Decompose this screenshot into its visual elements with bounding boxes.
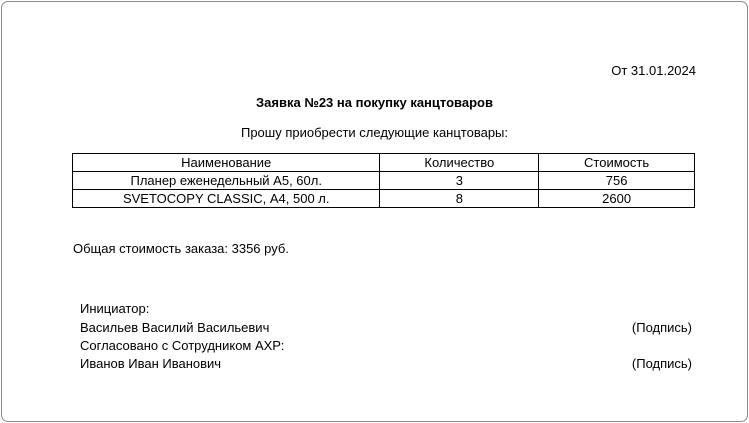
column-header-quantity: Количество (380, 154, 539, 172)
table-header-row (73, 154, 695, 172)
approver-signature: (Подпись) (631, 356, 692, 371)
item-quantity-cell: 8 (380, 190, 539, 208)
item-cost-cell: 756 (539, 172, 695, 190)
approver-name: Иванов Иван Иванович (80, 356, 222, 371)
request-intro: Прошу приобрести следующие канцтовары: (240, 125, 509, 140)
item-quantity-cell: 3 (380, 172, 539, 190)
document-title: Заявка №23 на покупку канцтоваров (256, 95, 493, 110)
item-name-cell: Планер еженедельный А5, 60л. (73, 172, 380, 190)
initiator-name: Васильев Василий Васильевич (80, 320, 270, 335)
approver-label: Согласовано с Сотрудником АХР: (80, 338, 285, 353)
document-page (1, 1, 748, 422)
initiator-label: Инициатор: (80, 301, 150, 316)
document-date: От 31.01.2024 (611, 63, 696, 78)
column-header-name: Наименование (73, 154, 380, 172)
item-name-cell: SVETOCOPY CLASSIC, А4, 500 л. (73, 190, 380, 208)
table-row (73, 190, 695, 208)
column-header-cost: Стоимость (539, 154, 695, 172)
initiator-signature: (Подпись) (631, 320, 692, 335)
item-cost-cell: 2600 (539, 190, 695, 208)
order-total: Общая стоимость заказа: 3356 руб. (73, 241, 289, 256)
items-table (72, 153, 695, 208)
table-row (73, 172, 695, 190)
